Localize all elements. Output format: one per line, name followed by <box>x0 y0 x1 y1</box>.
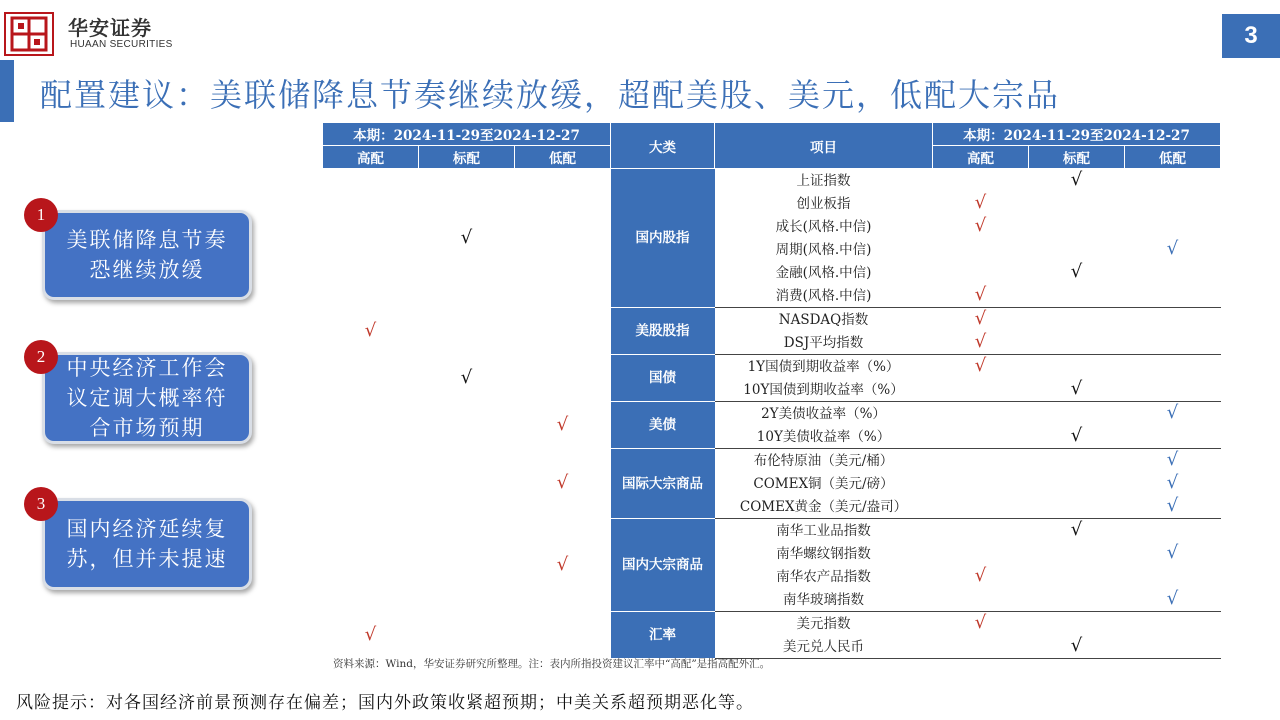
overall-high-cell <box>323 519 419 612</box>
item-std-cell <box>1029 635 1125 659</box>
overall-std-cell <box>419 169 515 308</box>
check-mark: √ <box>1166 495 1179 516</box>
check-mark: √ <box>1166 472 1179 493</box>
item-low-cell <box>1125 519 1221 543</box>
check-mark: √ <box>974 355 987 376</box>
item-name-cell: COMEX铜（美元/磅） <box>753 475 894 492</box>
overall-std-cell <box>419 519 515 612</box>
item-name-cell: 2Y美债收益率（%） <box>761 405 886 422</box>
table-row <box>323 612 1221 636</box>
item-name-cell: DSJ平均指数 <box>715 331 933 355</box>
callout-box-2 <box>42 352 252 444</box>
item-high-cell <box>933 425 1029 449</box>
callout-text: 中央经济工作会议定调大概率符合市场预期 <box>66 356 228 440</box>
overall-high-cell <box>323 308 419 355</box>
item-std-cell <box>1029 565 1125 588</box>
item-high-cell <box>933 378 1029 402</box>
overall-high-cell <box>323 402 419 449</box>
check-mark: √ <box>364 319 377 341</box>
check-mark: √ <box>974 215 987 236</box>
overall-low-cell <box>515 169 611 308</box>
check-mark: √ <box>1070 519 1083 540</box>
logo-chinese-name: 华安证券 <box>68 16 152 40</box>
item-high-cell <box>933 169 1029 193</box>
category-cell: 国内股指 <box>611 169 715 308</box>
period-header-left: 本期：2024-11-29至2024-12-27 <box>323 123 611 146</box>
item-header: 项目 <box>715 123 933 169</box>
check-mark: √ <box>1166 542 1179 563</box>
item-std-cell <box>1029 355 1125 379</box>
item-high-cell <box>933 261 1029 284</box>
item-high-cell <box>933 215 1029 238</box>
item-low-cell <box>1125 215 1221 238</box>
callout-box-1 <box>42 210 252 300</box>
item-low-cell <box>1125 261 1221 284</box>
check-mark: √ <box>974 565 987 586</box>
table-row <box>323 519 1221 543</box>
item-high-cell <box>933 565 1029 588</box>
callout-box-3 <box>42 498 252 590</box>
overall-std-cell <box>419 355 515 402</box>
item-high-cell <box>933 519 1029 543</box>
page-number: 3 <box>1222 14 1280 58</box>
item-name-cell: 10Y美债收益率（%） <box>715 425 933 449</box>
item-low-cell <box>1125 542 1221 565</box>
overall-low-cell <box>515 449 611 519</box>
item-high-cell <box>933 588 1029 612</box>
item-low-cell <box>1125 192 1221 215</box>
item-std-cell <box>1029 588 1125 612</box>
item-name-cell: 南华玻璃指数 <box>715 588 933 612</box>
check-mark: √ <box>1070 169 1083 190</box>
category-cell: 国内大宗商品 <box>611 519 715 612</box>
item-name-cell: 南华螺纹钢指数 <box>776 545 871 562</box>
item-low-cell <box>1125 449 1221 473</box>
item-name-cell: 成长(风格.中信) <box>775 218 872 235</box>
table-row <box>323 449 1221 473</box>
item-name-cell: NASDAQ指数 <box>778 311 869 328</box>
item-low-cell <box>1125 472 1221 495</box>
item-std-cell <box>1029 215 1125 238</box>
check-mark: √ <box>1166 588 1179 609</box>
item-low-cell <box>1125 331 1221 355</box>
item-std-cell <box>1029 238 1125 261</box>
category-header: 大类 <box>611 123 715 169</box>
item-name-cell: 上证指数 <box>796 172 851 189</box>
page-title: 配置建议：美联储降息节奏继续放缓，超配美股、美元，低配大宗品 <box>40 76 1061 114</box>
item-high-cell <box>933 192 1029 215</box>
item-low-cell <box>1125 612 1221 636</box>
check-mark: √ <box>974 331 987 352</box>
overall-std-cell <box>419 308 515 355</box>
callout-text: 美联储降息节奏恐继续放缓 <box>66 228 228 282</box>
callout-text: 国内经济延续复苏，但并未提速 <box>66 517 228 571</box>
item-high-header: 高配 <box>933 146 1029 169</box>
item-std-cell <box>1029 308 1125 332</box>
check-mark: √ <box>1070 378 1083 399</box>
item-low-cell <box>1125 308 1221 332</box>
item-name-cell: COMEX黄金（美元/盎司） <box>715 495 933 519</box>
overall-low-header: 低配 <box>515 146 611 169</box>
item-std-cell <box>1029 331 1125 355</box>
item-low-cell <box>1125 284 1221 308</box>
check-mark: √ <box>556 553 569 575</box>
item-high-cell <box>933 238 1029 261</box>
item-low-cell <box>1125 565 1221 588</box>
overall-low-cell <box>515 402 611 449</box>
item-std-cell <box>1029 284 1125 308</box>
item-low-cell <box>1125 355 1221 379</box>
check-mark: √ <box>974 192 987 213</box>
title-accent-bar <box>0 60 14 122</box>
overall-low-cell <box>515 519 611 612</box>
overall-std-cell <box>419 612 515 659</box>
item-name-cell: 金融(风格.中信) <box>775 264 872 281</box>
risk-warning: 风险提示：对各国经济前景预测存在偏差；国内外政策收紧超预期；中美关系超预期恶化等。 <box>16 693 754 713</box>
item-high-cell <box>933 542 1029 565</box>
check-mark: √ <box>974 284 987 305</box>
item-name-cell: 1Y国债到期收益率（%） <box>747 358 900 375</box>
item-low-cell <box>1125 425 1221 449</box>
check-mark: √ <box>1166 449 1179 470</box>
item-name-cell: 南华工业品指数 <box>776 522 871 539</box>
item-std-cell <box>1029 449 1125 473</box>
overall-std-header: 标配 <box>419 146 515 169</box>
item-high-cell <box>933 308 1029 332</box>
huaan-logo-icon <box>4 12 54 56</box>
check-mark: √ <box>1070 425 1083 446</box>
logo-english-name: HUAAN SECURITIES <box>70 39 173 50</box>
item-low-cell <box>1125 495 1221 519</box>
check-mark: √ <box>974 612 987 633</box>
item-std-header: 标配 <box>1029 146 1125 169</box>
item-high-cell <box>933 284 1029 308</box>
item-name-cell: 10Y国债到期收益率（%） <box>715 378 933 402</box>
overall-high-cell <box>323 612 419 659</box>
allocation-table-body <box>323 169 1221 659</box>
item-high-cell <box>933 495 1029 519</box>
table-row <box>323 355 1221 379</box>
item-high-cell <box>933 355 1029 379</box>
category-cell: 汇率 <box>611 612 715 659</box>
overall-high-header: 高配 <box>323 146 419 169</box>
check-mark: √ <box>556 472 569 493</box>
item-low-cell <box>1125 378 1221 402</box>
overall-low-cell <box>515 612 611 659</box>
category-cell: 国债 <box>611 355 715 402</box>
item-high-cell <box>933 472 1029 495</box>
check-mark: √ <box>556 413 569 435</box>
category-cell: 美债 <box>611 402 715 449</box>
item-low-cell <box>1125 169 1221 193</box>
overall-high-cell <box>323 449 419 519</box>
callout-number-badge: 1 <box>24 198 58 232</box>
check-mark: √ <box>364 623 377 645</box>
overall-std-cell <box>419 449 515 519</box>
overall-high-cell <box>323 169 419 308</box>
period-header-right: 本期：2024-11-29至2024-12-27 <box>933 123 1221 146</box>
category-cell: 国际大宗商品 <box>611 449 715 519</box>
table-row <box>323 169 1221 193</box>
item-low-header: 低配 <box>1125 146 1221 169</box>
overall-low-cell <box>515 308 611 355</box>
item-high-cell <box>933 612 1029 636</box>
item-name-cell: 周期(风格.中信) <box>775 241 872 258</box>
overall-low-cell <box>515 355 611 402</box>
item-std-cell <box>1029 402 1125 426</box>
item-std-cell <box>1029 542 1125 565</box>
item-name-cell: 创业板指 <box>796 195 851 212</box>
item-name-cell: 南华农产品指数 <box>776 568 871 585</box>
check-mark: √ <box>460 366 473 388</box>
item-low-cell <box>1125 588 1221 612</box>
item-std-cell <box>1029 472 1125 495</box>
callout-number-badge: 2 <box>24 340 58 374</box>
source-note: 资料来源：Wind，华安证券研究所整理。注：表内所指投资建议汇率中“高配”是指高配外汇。 <box>333 658 771 670</box>
item-std-cell <box>1029 612 1125 636</box>
overall-high-cell <box>323 355 419 402</box>
check-mark: √ <box>1166 238 1179 259</box>
item-std-cell <box>1029 169 1125 193</box>
item-high-cell <box>933 449 1029 473</box>
item-name-cell: 美元兑人民币 <box>715 635 933 659</box>
item-std-cell <box>1029 519 1125 543</box>
item-std-cell <box>1029 192 1125 215</box>
allocation-table <box>322 122 1221 659</box>
table-row <box>323 308 1221 332</box>
check-mark: √ <box>1070 261 1083 282</box>
table-row <box>323 402 1221 426</box>
item-high-cell <box>933 635 1029 659</box>
item-name-cell: 布伦特原油（美元/桶） <box>753 452 894 469</box>
item-name-cell: 美元指数 <box>796 615 851 632</box>
item-std-cell <box>1029 261 1125 284</box>
item-high-cell <box>933 331 1029 355</box>
item-low-cell <box>1125 238 1221 261</box>
overall-std-cell <box>419 402 515 449</box>
category-cell: 美股股指 <box>611 308 715 355</box>
callout-number-badge: 3 <box>24 487 58 521</box>
check-mark: √ <box>1070 635 1083 656</box>
item-std-cell <box>1029 378 1125 402</box>
item-std-cell <box>1029 425 1125 449</box>
item-high-cell <box>933 402 1029 426</box>
check-mark: √ <box>460 226 473 248</box>
item-low-cell <box>1125 402 1221 426</box>
item-low-cell <box>1125 635 1221 659</box>
item-std-cell <box>1029 495 1125 519</box>
check-mark: √ <box>974 308 987 329</box>
item-name-cell: 消费(风格.中信) <box>715 284 933 308</box>
check-mark: √ <box>1166 402 1179 423</box>
